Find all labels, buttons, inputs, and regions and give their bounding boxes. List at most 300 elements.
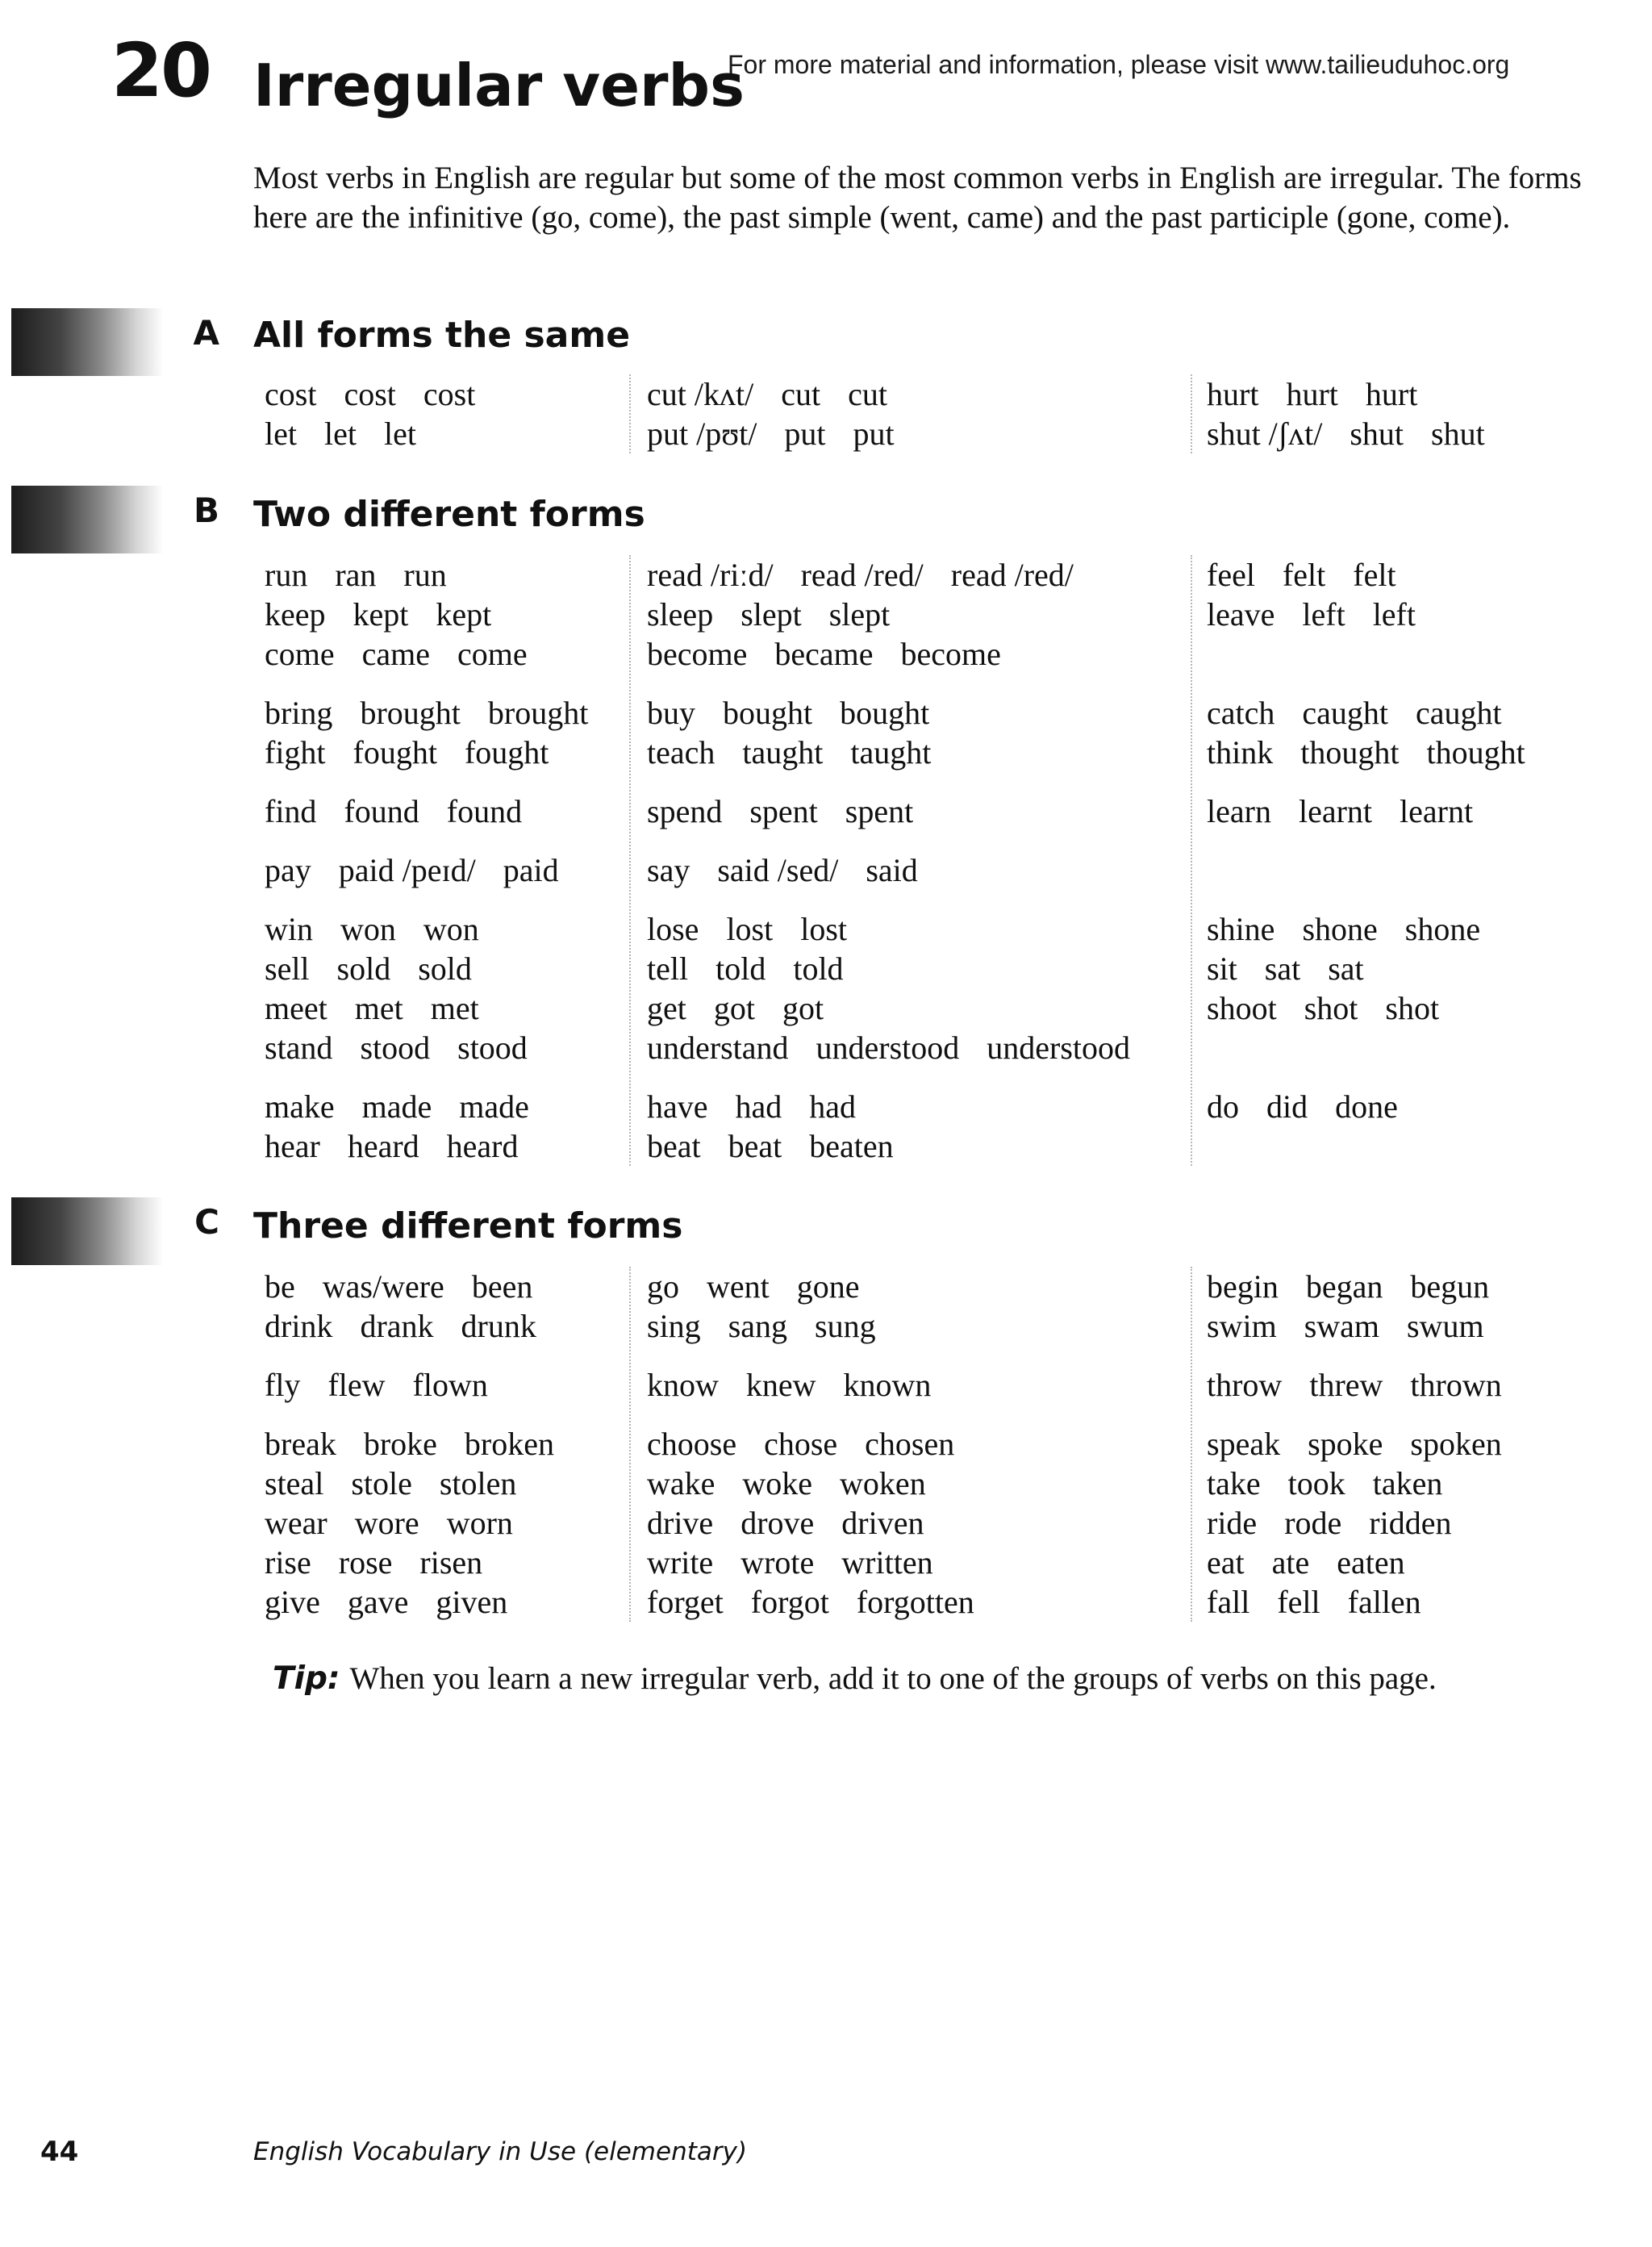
verb-form: speak [1207,1426,1281,1462]
verb-form: wear [265,1505,327,1541]
verb-column [265,1267,554,1641]
verb-row [265,1028,588,1067]
verb-row [1207,1306,1502,1346]
verb-column [647,555,1130,1185]
verb-form: wrote [740,1544,815,1581]
verb-group [1207,909,1525,1067]
verb-row [265,1582,554,1622]
verb-form: felt [1353,557,1396,593]
verb-row [647,414,895,453]
verb-row [647,1424,974,1464]
verb-form: drink [265,1308,333,1344]
verb-row [265,1464,554,1503]
verb-form: find [265,793,317,829]
verb-group [265,374,475,453]
verb-row [1207,1503,1502,1543]
verb-form: become [900,636,1001,672]
verb-form: cost [265,376,317,412]
blank-row [1207,1028,1525,1067]
verb-row [1207,949,1525,988]
column-divider [1191,555,1192,1166]
verb-form: caught [1416,695,1502,731]
verb-form: thrown [1410,1367,1502,1403]
page-number: 44 [40,2136,79,2168]
verb-row [265,988,588,1028]
verb-row [647,733,1130,772]
verb-column [647,1267,974,1641]
verb-row [265,1365,554,1405]
verb-form: shoot [1207,990,1277,1026]
verb-form: slept [828,596,891,633]
verb-row [1207,693,1525,733]
verb-form: caught [1302,695,1388,731]
verb-row [265,850,588,890]
verb-form: fallen [1347,1584,1421,1620]
verb-form: left [1372,596,1416,633]
verb-form: rise [265,1544,311,1581]
verb-form: ate [1271,1544,1310,1581]
verb-form: sell [265,950,310,987]
section-marker-band [11,1197,202,1265]
verb-form: stood [457,1030,528,1066]
verb-form: met [430,990,479,1026]
verb-form: run [265,557,308,593]
verb-form: chose [764,1426,838,1462]
verb-form: let [323,416,357,452]
verb-form: beat [647,1128,701,1164]
verb-form: found [344,793,419,829]
verb-form: write [647,1544,714,1581]
verb-form: cut /kʌt/ [647,376,754,412]
verb-form: got [782,990,824,1026]
verb-form: learnt [1400,793,1474,829]
verb-row [647,850,1130,890]
verb-form: had [809,1088,857,1125]
tip-box [273,1659,1531,1698]
verb-form: shut /ʃʌt/ [1207,416,1323,452]
verb-column [647,374,895,473]
column-divider [1191,374,1192,453]
verb-row [265,1087,588,1126]
verb-row [647,555,1130,595]
verb-row [1207,1267,1502,1306]
verb-form: fight [265,734,326,771]
verb-group [265,693,588,772]
verb-form: become [647,636,748,672]
verb-row [1207,555,1525,595]
verb-form: run [403,557,447,593]
verb-form: said [866,852,918,888]
verb-form: eaten [1337,1544,1405,1581]
verb-row [1207,1365,1502,1405]
verb-form: hear [265,1128,320,1164]
tip-label: Tip: [273,1660,340,1697]
verb-form: thought [1426,734,1525,771]
verb-column [265,374,475,473]
verb-group [647,1267,974,1346]
verb-form: sat [1264,950,1301,987]
verb-row [647,634,1130,674]
verb-row [265,1267,554,1306]
verb-form: kept [353,596,409,633]
section-marker-band [11,486,202,553]
verb-column [1207,555,1525,1185]
verb-group [647,1424,974,1622]
verb-row [647,1126,1130,1166]
verb-form: go [647,1268,679,1305]
verb-group [265,850,588,890]
verb-row [647,1267,974,1306]
verb-form: ridden [1369,1505,1452,1541]
verb-form: told [715,950,766,987]
verb-group [1207,374,1485,453]
verb-form: let [265,416,297,452]
verb-form: taught [850,734,932,771]
verb-row [265,1126,588,1166]
verb-form: forgotten [856,1584,974,1620]
section-marker-b [11,486,219,553]
verb-form: knew [745,1367,816,1403]
verb-form: paid [503,852,559,888]
verb-form: shine [1207,911,1275,947]
verb-group [647,791,1130,831]
verb-form: gone [796,1268,860,1305]
verb-form: drunk [461,1308,536,1344]
verb-form: hurt [1286,376,1338,412]
verb-form: went [707,1268,770,1305]
verb-form: shone [1302,911,1378,947]
verb-form: think [1207,734,1274,771]
book-title: English Vocabulary in Use (elementary) [253,2137,748,2166]
verb-form: fought [353,734,437,771]
verb-form: shone [1404,911,1481,947]
verb-form: brought [487,695,589,731]
verb-row [1207,909,1525,949]
section-heading-c: Three different forms [253,1205,683,1247]
verb-row [265,733,588,772]
verb-form: read /red/ [950,557,1074,593]
verb-form: learn [1207,793,1271,829]
verb-form: pay [265,852,311,888]
verb-form: known [843,1367,932,1403]
verb-group [647,850,1130,890]
verb-row [265,1424,554,1464]
verb-row [647,791,1130,831]
verb-form: stolen [439,1465,517,1501]
verb-form: forget [647,1584,724,1620]
verb-form: broke [363,1426,437,1462]
verb-row [1207,1087,1525,1126]
verb-row [265,1306,554,1346]
verb-form: heard [446,1128,519,1164]
unit-title: Irregular verbs [253,52,745,119]
verb-form: lost [800,911,848,947]
verb-form: swam [1304,1308,1380,1344]
section-letter: A [193,313,219,353]
verb-form: written [841,1544,933,1581]
verb-form: get [647,990,686,1026]
verb-group [1207,791,1525,831]
verb-form: say [647,852,690,888]
verb-group [647,909,1130,1067]
verb-form: cut [848,376,887,412]
verb-form: fell [1277,1584,1320,1620]
verb-group [1207,1424,1502,1622]
verb-row [265,949,588,988]
verb-form: sleep [647,596,714,633]
verb-form: became [774,636,874,672]
verb-form: sung [815,1308,876,1344]
verb-form: came [361,636,430,672]
verb-form: made [361,1088,432,1125]
verb-group [265,1087,588,1166]
verb-form: broken [464,1426,554,1462]
verb-form: sing [647,1308,701,1344]
verb-form: hurt [1365,376,1418,412]
section-heading-b: Two different forms [253,494,645,535]
verb-form: taken [1372,1465,1443,1501]
verb-form: drank [360,1308,434,1344]
verb-column [265,555,588,1185]
verb-form: read /riːd/ [647,557,774,593]
verb-form: be [265,1268,295,1305]
verb-form: come [457,636,528,672]
verb-form: put /pʊt/ [647,416,757,452]
verb-form: cost [423,376,476,412]
verb-form: cost [344,376,396,412]
verb-form: began [1305,1268,1383,1305]
verb-form: sang [728,1308,788,1344]
verb-form: done [1335,1088,1398,1125]
verb-form: threw [1309,1367,1383,1403]
verb-form: put [784,416,826,452]
verb-form: found [446,793,523,829]
verb-group [1207,850,1525,890]
verb-row [647,909,1130,949]
verb-row [265,1503,554,1543]
verb-group [1207,1087,1525,1166]
section-marker-c [11,1197,219,1265]
verb-form: steal [265,1465,324,1501]
verb-form: rose [338,1544,393,1581]
verb-form: feel [1207,557,1255,593]
verb-row [647,693,1130,733]
verb-form: break [265,1426,336,1462]
verb-form: catch [1207,695,1275,731]
verb-row [265,555,588,595]
verb-row [1207,1424,1502,1464]
verb-form: have [647,1088,708,1125]
verb-form: swim [1207,1308,1277,1344]
verb-group [647,1087,1130,1166]
verb-group [647,693,1130,772]
verb-row [647,1543,974,1582]
verb-row [647,1087,1130,1126]
verb-form: brought [360,695,461,731]
section-letter: B [193,491,219,530]
verb-form: sat [1328,950,1364,987]
verb-form: shut [1431,416,1485,452]
verb-group [1207,1267,1502,1346]
verb-group [647,1365,974,1405]
verb-row [647,949,1130,988]
column-divider [629,374,631,453]
verb-group [1207,693,1525,772]
verb-row [265,909,588,949]
verb-form: given [436,1584,508,1620]
section-heading-a: All forms the same [253,315,631,356]
verb-form: been [471,1268,533,1305]
verb-row [1207,791,1525,831]
blank-row [1207,634,1525,674]
verb-row [1207,414,1485,453]
verb-form: spoken [1410,1426,1502,1462]
verb-row [265,791,588,831]
verb-form: drive [647,1505,714,1541]
verb-form: had [735,1088,782,1125]
verb-form: thought [1300,734,1400,771]
verb-form: forgot [750,1584,829,1620]
verb-form: understood [816,1030,960,1066]
verb-group [265,555,588,674]
verb-form: flown [412,1367,488,1403]
verb-group [1207,1365,1502,1405]
verb-form: beat [728,1128,782,1164]
verb-row [265,693,588,733]
verb-form: spent [845,793,914,829]
verb-form: shut [1350,416,1404,452]
verb-form: kept [436,596,492,633]
verb-form: swum [1407,1308,1484,1344]
verb-form: give [265,1584,320,1620]
verb-form: bring [265,695,333,731]
column-divider [1191,1267,1192,1622]
verb-row [1207,1464,1502,1503]
verb-form: stole [351,1465,412,1501]
verb-row [1207,595,1525,634]
verb-form: told [793,950,844,987]
verb-column [1207,374,1485,473]
verb-group [265,1267,554,1346]
verb-group [1207,555,1525,674]
verb-form: hurt [1207,376,1259,412]
verb-form: fly [265,1367,301,1403]
verb-form: put [853,416,895,452]
unit-number: 20 [111,27,211,114]
verb-form: risen [419,1544,483,1581]
verb-group [265,791,588,831]
verb-form: driven [841,1505,924,1541]
verb-form: woke [742,1465,813,1501]
verb-form: bought [723,695,813,731]
verb-form: begun [1410,1268,1490,1305]
verb-row [647,1028,1130,1067]
verb-form: got [713,990,755,1026]
verb-form: buy [647,695,695,731]
verb-row [647,1306,974,1346]
section-letter: C [194,1202,219,1242]
verb-row [1207,1543,1502,1582]
intro-paragraph: Most verbs in English are regular but some of the most common verbs in English are irregular. The forms here are the infinitive (go, come), the past simple (went, came) and the past participle (gone, come). [253,161,1582,235]
verb-form: won [340,911,396,947]
verb-form: ride [1207,1505,1258,1541]
verb-group [265,1365,554,1405]
verb-row [647,1503,974,1543]
verb-form: begin [1207,1268,1279,1305]
verb-row [647,988,1130,1028]
verb-row [647,595,1130,634]
verb-row [1207,988,1525,1028]
verb-form: did [1266,1088,1308,1125]
verb-form: lose [647,911,699,947]
verb-row [647,1464,974,1503]
verb-form: choose [647,1426,737,1462]
verb-row [265,414,475,453]
section-marker-a [11,308,219,376]
verb-group [265,909,588,1067]
verb-form: spent [749,793,818,829]
verb-form: let [383,416,416,452]
verb-form: tell [647,950,689,987]
verb-form: was/were [322,1268,444,1305]
verb-form: fall [1207,1584,1250,1620]
verb-form: left [1302,596,1345,633]
verb-form: wore [354,1505,419,1541]
column-divider [629,555,631,1166]
blank-row [1207,1126,1525,1166]
verb-form: stood [360,1030,431,1066]
verb-form: lost [726,911,774,947]
verb-form: learnt [1298,793,1373,829]
verb-row [1207,374,1485,414]
tip-text: When you learn a new irregular verb, add it to one of the groups of verbs on this page. [349,1661,1437,1696]
verb-form: worn [446,1505,513,1541]
verb-row [265,595,588,634]
verb-form: bought [840,695,930,731]
verb-form: win [265,911,313,947]
site-note: For more material and information, please visit www.tailieuduhoc.org [728,50,1510,79]
verb-form: woken [840,1465,926,1501]
verb-form: take [1207,1465,1261,1501]
verb-row [647,374,895,414]
verb-form: won [423,911,479,947]
verb-form: fought [464,734,549,771]
verb-form: understand [647,1030,789,1066]
verb-form: felt [1282,557,1326,593]
verb-form: ran [335,557,377,593]
verb-row [265,634,588,674]
verb-form: sold [418,950,472,987]
verb-form: drove [740,1505,815,1541]
verb-form: shot [1304,990,1358,1026]
verb-row [265,1543,554,1582]
column-divider [629,1267,631,1622]
verb-form: met [354,990,403,1026]
verb-group [647,374,895,453]
verb-form: understood [987,1030,1131,1066]
verb-row [1207,1582,1502,1622]
blank-row [1207,850,1525,890]
section-marker-band [11,308,202,376]
verb-form: cut [781,376,821,412]
verb-form: chosen [865,1426,955,1462]
verb-form: shot [1385,990,1440,1026]
verb-form: beaten [809,1128,894,1164]
verb-form: paid /peɪd/ [338,852,476,888]
verb-form: throw [1207,1367,1283,1403]
verb-form: rode [1284,1505,1342,1541]
verb-form: know [647,1367,719,1403]
